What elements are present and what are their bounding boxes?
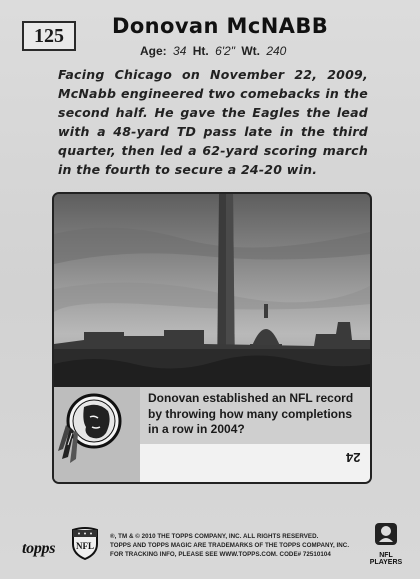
photo-panel [52, 192, 372, 484]
team-logo-box [54, 387, 140, 482]
svg-text:NFL: NFL [76, 541, 94, 551]
redskins-logo-icon [54, 387, 128, 469]
height-value: 6'2" [215, 44, 235, 58]
legal-text [110, 532, 360, 559]
weight-label: Wt. [241, 44, 260, 58]
legal-line: ®, TM & © 2010 THE TOPPS COMPANY, INC. ALL RIGHTS RESERVED. [110, 533, 319, 540]
nfl-players-icon [374, 522, 398, 546]
trivia-answer-box [140, 444, 370, 482]
age-value: 34 [173, 44, 187, 58]
legal-line: TOPPS AND TOPPS MAGIC ARE TRADEMARKS OF THE TOPPS COMPANY, INC. [110, 542, 350, 549]
weight-value: 240 [266, 44, 287, 58]
highlight-blurb: Facing Chicago on November 22, 2009, McNabb engineered two comebacks in the second half. He gave the Eagles the lead with a 48-yard TD pass late in the third quarter, then led a 62-yard scoring march in the fourth to secure a 24-20 win. [58, 67, 368, 177]
height-label: Ht. [192, 44, 209, 58]
card-number: 125 [22, 21, 76, 51]
topps-logo: topps [22, 540, 56, 557]
nfl-players-label: NFL PLAYERS [369, 552, 403, 566]
nfl-shield-icon [70, 526, 100, 565]
player-name: Donovan McNABB [112, 14, 329, 38]
player-bio [140, 44, 289, 58]
age-label: Age: [140, 44, 167, 58]
trivia-answer: 24 [345, 450, 360, 465]
trivia-question: Donovan established an NFL record by throwing how many completions in a row in 2004? [148, 391, 354, 436]
nfl-players-logo [366, 522, 406, 566]
legal-line: FOR TRACKING INFO, PLEASE SEE WWW.TOPPS.COM. CODE# 72510104 [110, 551, 331, 558]
trivia-panel [54, 387, 370, 482]
